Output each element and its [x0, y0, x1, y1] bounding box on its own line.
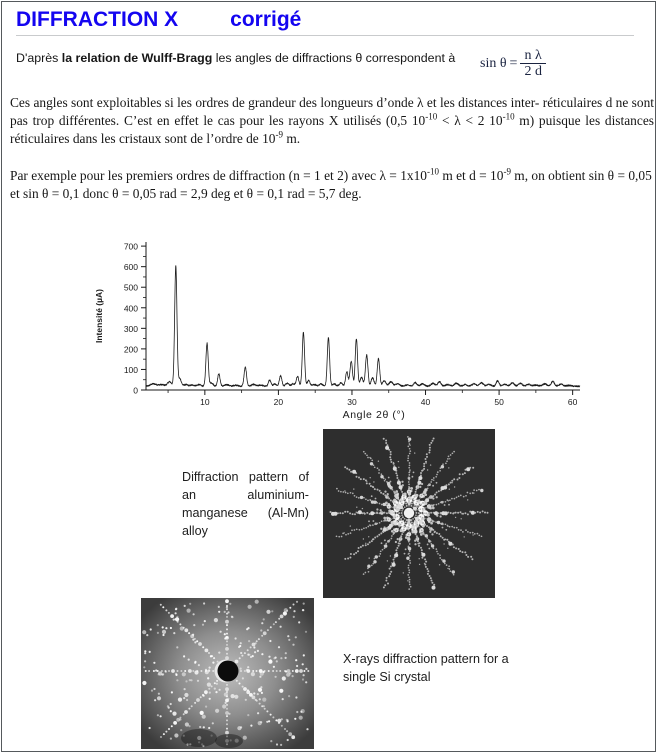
formula-fraction [520, 48, 546, 79]
bragg-formula [480, 48, 546, 79]
p2-exponent-1: -10 [425, 111, 438, 122]
p3-line2: obtient sin θ = 0,05 et sin θ = 0,1 donc θ = 0,05 rad = 2,9 deg et θ = 0,1 rad = 5,7 deg. [10, 168, 652, 201]
caption-almn: Diffraction pattern of an aluminium-manganese (Al-Mn) alloy [182, 470, 309, 538]
svg-text:600: 600 [123, 262, 138, 273]
title-main-text: DIFFRACTION X [16, 8, 179, 31]
formula-denominator: 2 d [520, 63, 546, 79]
p2-line3c: m. [283, 131, 301, 146]
almn-pattern-svg [323, 429, 495, 598]
p3-line1c: m, on [510, 168, 545, 183]
p2-line3b: m) puisque les distances réticulaires dans les cristaux sont de l’ordre de 10 [10, 113, 654, 146]
p3-exponent-1: -10 [426, 166, 439, 177]
svg-text:100: 100 [123, 364, 138, 375]
intro-bold-term: la relation de Wulff-Bragg [61, 51, 213, 65]
svg-text:300: 300 [123, 323, 138, 334]
intro-paragraph [16, 50, 471, 68]
caption-si: X-rays diffraction pattern for a single Si crystal [343, 652, 509, 684]
paragraph-orders-of-magnitude [10, 94, 654, 148]
diffractogram-svg [88, 230, 588, 421]
title-sub-text: corrigé [230, 8, 302, 31]
svg-text:60: 60 [567, 397, 578, 407]
electron-diffraction-pattern-image [323, 429, 495, 598]
p3-exponent-2: -9 [503, 166, 511, 177]
p2-line2b: < [437, 113, 450, 128]
p2-exponent-2: -10 [502, 111, 515, 122]
formula-equals: = [509, 55, 518, 71]
svg-text:400: 400 [123, 303, 138, 314]
formula-lhs: sin θ [480, 55, 507, 71]
svg-text:0: 0 [133, 385, 138, 396]
svg-text:500: 500 [123, 282, 138, 293]
p3-line1b: m et d = 10 [438, 168, 504, 183]
document-page [1, 1, 656, 752]
p2-line3a: λ < 2 10 [454, 113, 503, 128]
diffractogram-chart [88, 230, 588, 421]
p3-line1a: Par exemple pour les premiers ordres de diffraction (n = 1 et 2) avec λ = 1x10 [10, 168, 427, 183]
laue-diffraction-pattern-image [141, 598, 314, 749]
svg-text:20: 20 [273, 397, 284, 407]
svg-text:10: 10 [200, 397, 210, 407]
svg-text:700: 700 [123, 241, 138, 252]
svg-text:200: 200 [123, 344, 138, 355]
si-pattern-svg [141, 598, 314, 749]
paragraph-example [10, 167, 654, 203]
p2-line2a: réticulaires d ne sont pas trop différentes. C’est en effet le cas pour les rayons X utilisés (0,5 10 [10, 95, 654, 128]
p2-exponent-3: -9 [275, 129, 283, 140]
svg-text:30: 30 [347, 397, 357, 407]
p2-line1: Ces angles sont exploitables si les ordres de grandeur des longueurs d’onde λ et les distances inter- [10, 95, 540, 110]
svg-text:40: 40 [420, 397, 431, 407]
intro-text-after: les angles de diffractions θ correspondent à [212, 51, 456, 65]
title-divider [16, 35, 634, 36]
page-title [16, 8, 636, 34]
intro-text-before: D'après [16, 51, 62, 65]
formula-numerator: n λ [524, 48, 542, 63]
svg-text:50: 50 [494, 397, 504, 407]
svg-text:Intensité (µA): Intensité (µA) [94, 288, 104, 344]
svg-text:Angle 2θ (°): Angle 2θ (°) [342, 409, 406, 421]
